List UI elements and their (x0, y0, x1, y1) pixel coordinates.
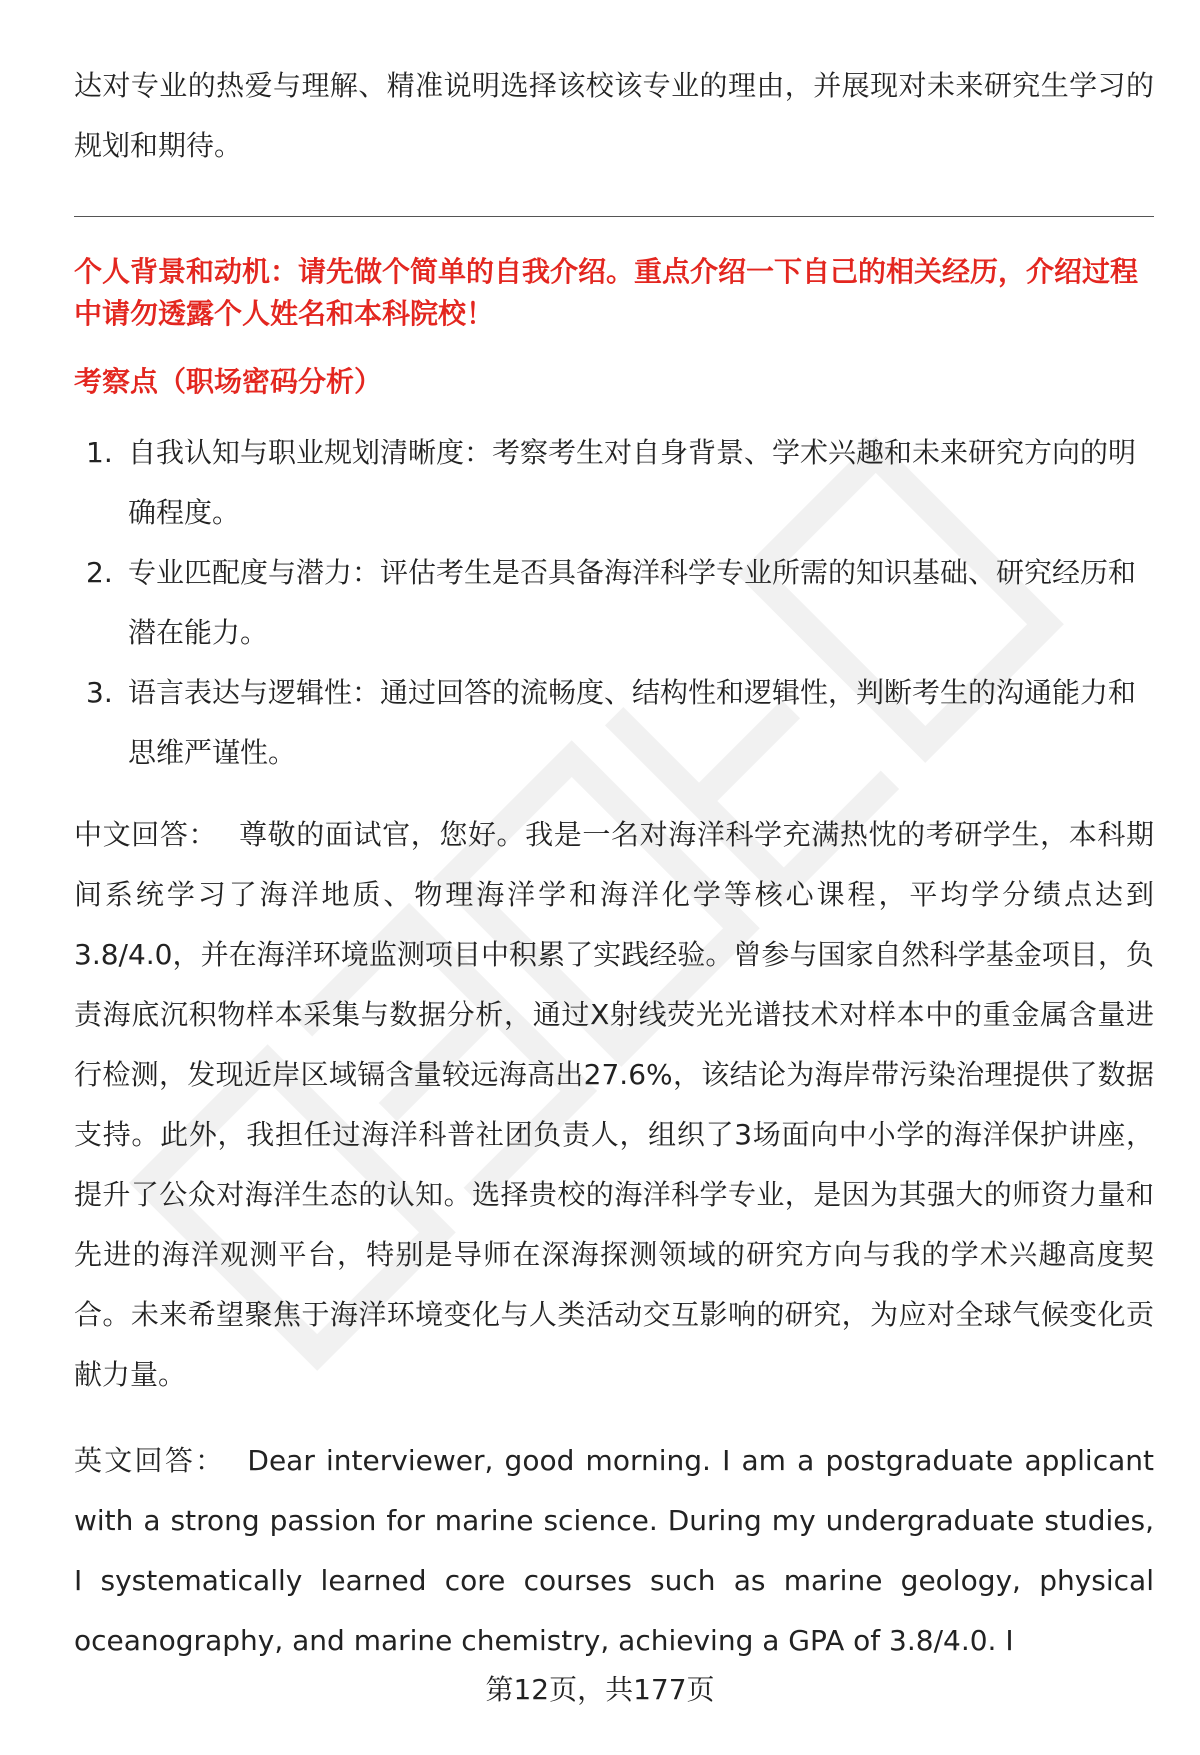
list-item-text: 自我认知与职业规划清晰度：考察考生对自身背景、学术兴趣和未来研究方向的明确程度。 (128, 436, 1137, 529)
list-item-text: 专业匹配度与潜力：评估考生是否具备海洋科学专业所需的知识基础、研究经历和潜在能力。 (128, 556, 1137, 649)
list-item-number: 3. (86, 676, 113, 709)
english-answer (74, 1431, 1154, 1671)
chinese-answer-text: 尊敬的面试官，您好。我是一名对海洋科学充满热忱的考研学生，本科期间系统学习了海洋地质、物理海洋学和海洋化学等核心课程，平均学分绩点达到3.8/4.0，并在海洋环境监测项目中积累了实践经验。曾参与国家自然科学基金项目，负责海底沉积物样本采集与数据分析，通过X射线荧光光谱技术对样本中的重金属含量进行检测，发现近岸区域镉含量较远海高出27.6%，该结论为海岸带污染治理提供了数据支持。此外，我担任过海洋科普社团负责人，组织了3场面向中小学的海洋保护讲座，提升了公众对海洋生态的认知。选择贵校的海洋科学专业，是因为其强大的师资力量和先进的海洋观测平台，特别是导师在深海探测领域的研究方向与我的学术兴趣高度契合。未来希望聚焦于海洋环境变化与人类活动交互影响的研究，为应对全球气候变化贡献力量。 (74, 818, 1154, 1391)
question-heading: 个人背景和动机：请先做个简单的自我介绍。重点介绍一下自己的相关经历，介绍过程中请勿透露个人姓名和本科院校！ (74, 255, 1139, 330)
exam-points-list (74, 423, 1154, 783)
document-body (74, 56, 1154, 1671)
list-item (74, 663, 1154, 783)
english-answer-text: Dear interviewer, good morning. I am a postgraduate applicant with a strong passion for marine science. During my undergraduate studies, I systematically learned core courses such as marine geology, physical oceanography, and marine chemistry, achieving a GPA of 3.8/4.0. I (74, 1444, 1154, 1657)
list-item (74, 423, 1154, 543)
list-item-number: 2. (86, 556, 113, 589)
exam-points-heading: 考察点（职场密码分析） (74, 365, 383, 398)
list-item-text: 语言表达与逻辑性：通过回答的流畅度、结构性和逻辑性，判断考生的沟通能力和思维严谨性。 (128, 676, 1137, 769)
intro-paragraph-tail: 达对专业的热爱与理解、精准说明选择该校该专业的理由，并展现对未来研究生学习的规划和期待。 (74, 69, 1154, 162)
english-answer-label: 英文回答： (74, 1444, 226, 1477)
chinese-answer-label: 中文回答： (74, 818, 218, 851)
page-number-footer: 第12页，共177页 (485, 1673, 715, 1706)
list-item (74, 543, 1154, 663)
chinese-answer (74, 805, 1154, 1405)
list-item-number: 1. (86, 436, 113, 469)
section-divider (74, 216, 1154, 217)
